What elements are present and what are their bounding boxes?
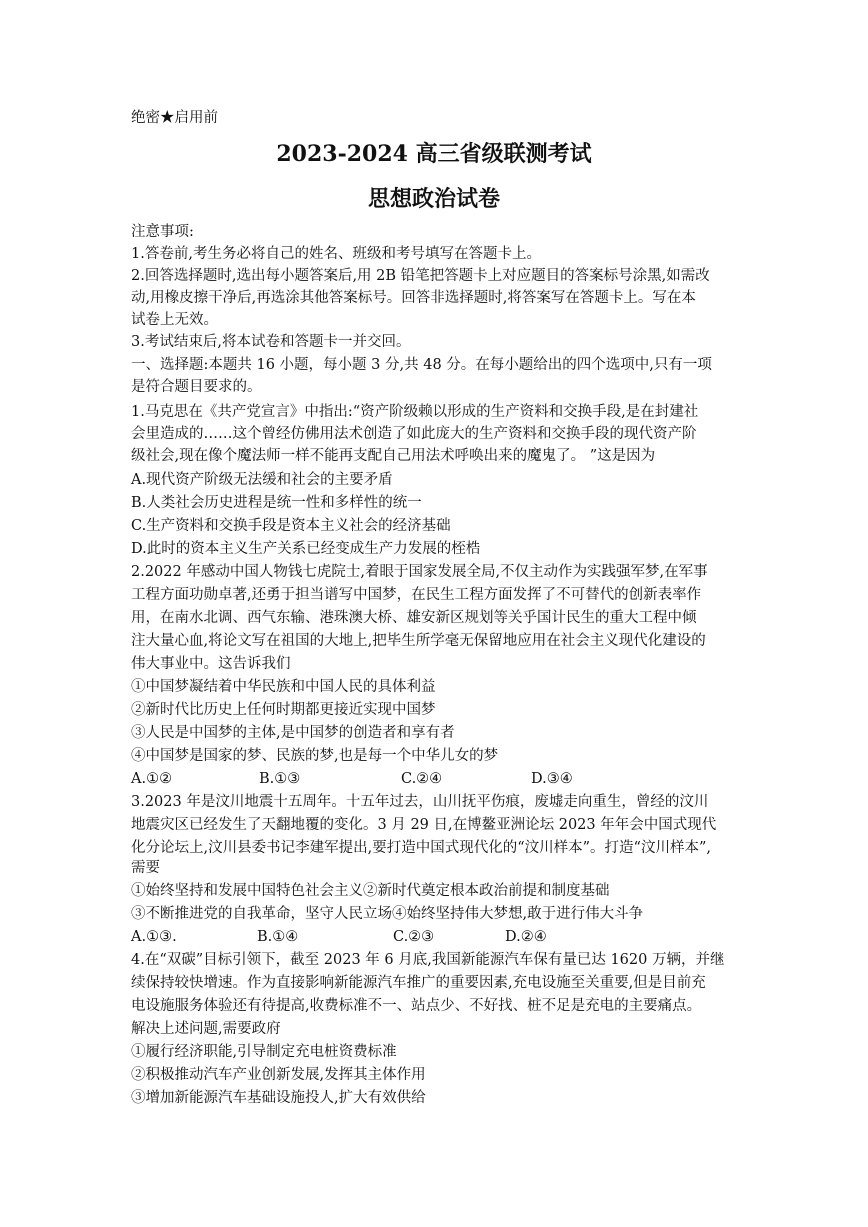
q3-item: ③不断推进党的自我革命，坚守人民立场④始终坚持伟大梦想,敢于进行伟大斗争 xyxy=(131,906,644,922)
q4-item: ①履行经济职能,引导制定充电桩资费标准 xyxy=(131,1044,397,1060)
q2-stem: 注大量心血,将论文写在祖国的大地上,把毕生所学毫无保留地应用在社会主义现代化建设的 xyxy=(131,633,706,649)
q3-stem: 3.2023 年是汶川地震十五周年。十五年过去，山川抚平伤痕，废墟走向重生，曾经的汶川 xyxy=(131,794,709,810)
notice-line: 1.答卷前,考生务必将自己的姓名、班级和考号填写在答题卡上。 xyxy=(131,246,541,262)
confidential-label: 绝密★启用前 xyxy=(131,110,218,126)
choice-a: A.①② xyxy=(131,771,173,787)
notice-line: 动,用橡皮擦干净后,再选涂其他答案标号。回答非选择题时,将答案写在答题卡上。写在本 xyxy=(131,290,696,306)
exam-title: 2023-2024 高三省级联测考试 xyxy=(276,141,592,167)
q3-stem: 化分论坛上,汶川县委书记李建军提出,要打造中国式现代化的“汶川样本”。打造“汶川样本”, xyxy=(131,840,711,856)
notice-line: 3.考试结束后,将本试卷和答题卡一并交回。 xyxy=(131,334,411,350)
q4-stem: 电设施服务体验还有待提高,收费标准不一、站点少、不好找、桩不足是充电的主要痛点。 xyxy=(131,998,702,1014)
q2-stem: 用，在南水北调、西气东输、港珠澳大桥、雄安新区规划等关乎国计民生的重大工程中倾 xyxy=(131,610,697,626)
section-heading: 一、选择题:本题共 16 小题，每小题 3 分,共 48 分。在每小题给出的四个选项中,只有一项 xyxy=(131,357,712,373)
notice-line: 试卷上无效。 xyxy=(131,312,218,328)
q3-stem: 地震灾区已经发生了天翻地覆的变化。3 月 29 日,在博鳌亚洲论坛 2023 年年会中国式现代 xyxy=(131,817,717,833)
q4-stem: 续保持较快增速。作为直接影响新能源汽车推广的重要因素,充电设施至关重要,但是目前充 xyxy=(131,975,706,991)
q4-stem: 4.在“双碳”目标引领下，截至 2023 年 6 月底,我国新能源汽车保有量已达 1620 万辆，并继 xyxy=(131,952,725,968)
notice-heading: 注意事项: xyxy=(131,224,194,240)
q1-option: D.此时的资本主义生产关系已经变成生产力发展的桎梏 xyxy=(131,541,481,557)
choice-a: A.①③. xyxy=(131,929,177,945)
q3-choices xyxy=(131,926,547,948)
exam-subtitle: 思想政治试卷 xyxy=(367,186,500,212)
q1-stem: 级社会,现在像个魔法师一样不能再支配自己用法术呼唤出来的魔鬼了。 ”这是因为 xyxy=(131,448,656,464)
choice-d: D.②④ xyxy=(505,929,547,945)
choice-b: B.①④ xyxy=(257,929,299,945)
q3-item: ①始终坚持和发展中国特色社会主义②新时代奠定根本政治前提和制度基础 xyxy=(131,883,610,899)
notice-line: 2.回答选择题时,选出每小题答案后,用 2B 铅笔把答题卡上对应题目的答案标号涂黑,如需改 xyxy=(131,268,710,284)
q4-item: ②积极推动汽车产业创新发展,发挥其主体作用 xyxy=(131,1067,426,1083)
choice-b: B.①③ xyxy=(259,771,301,787)
q2-stem: 伟大事业中。这告诉我们 xyxy=(131,656,291,672)
section-heading: 是符合题目要求的。 xyxy=(131,379,262,395)
choice-d: D.③④ xyxy=(531,771,573,787)
q2-choices xyxy=(131,768,573,790)
q1-option: C.生产资料和交换手段是资本主义社会的经济基础 xyxy=(131,518,451,534)
q4-item: ③增加新能源汽车基础设施投人,扩大有效供给 xyxy=(131,1090,426,1106)
choice-c: C.②④ xyxy=(401,771,443,787)
q1-stem: 1.马克思在《共产党宣言》中指出:“资产阶级赖以形成的生产资料和交换手段,是在封建社 xyxy=(131,404,699,420)
choice-c: C.②③ xyxy=(393,929,435,945)
q3-stem: 需要 xyxy=(131,860,160,876)
q1-option: A.现代资产阶级无法缓和社会的主要矛盾 xyxy=(131,472,393,488)
q2-item: ④中国梦是国家的梦、民族的梦,也是每一个中华儿女的梦 xyxy=(131,748,499,764)
q2-item: ①中国梦凝结着中华民族和中国人民的具体利益 xyxy=(131,679,436,695)
q4-stem: 解决上述问题,需要政府 xyxy=(131,1021,281,1037)
q1-stem: 会里造成的……这个曾经仿佛用法术创造了如此庞大的生产资料和交换手段的现代资产阶 xyxy=(131,426,697,442)
q2-stem: 2.2022 年感动中国人物钱七虎院士,着眼于国家发展全局,不仅主动作为实践强军梦,在军事 xyxy=(131,564,708,580)
q2-stem: 工程方面功勋卓著,还勇于担当谱写中国梦，在民生工程方面发挥了不可替代的创新表率作 xyxy=(131,587,702,603)
q2-item: ②新时代比历史上任何时期都更接近实现中国梦 xyxy=(131,702,436,718)
q2-item: ③人民是中国梦的主体,是中国梦的创造者和享有者 xyxy=(131,725,455,741)
q1-option: B.人类社会历史进程是统一性和多样性的统一 xyxy=(131,495,422,511)
